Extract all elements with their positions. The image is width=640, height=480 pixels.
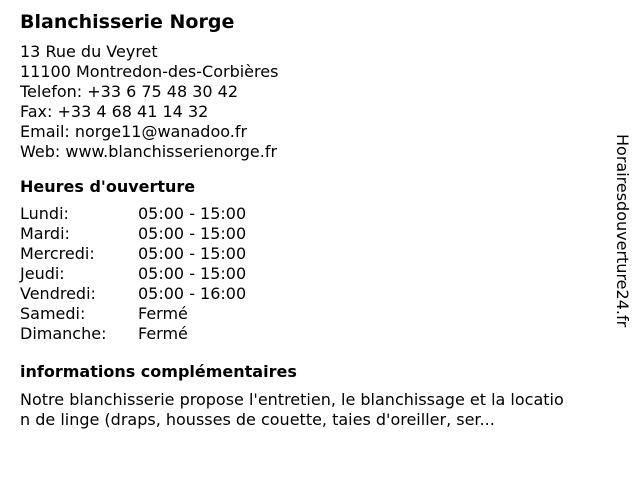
site-watermark: Horairesdouverture24.fr — [613, 134, 632, 328]
hours-time-value: Fermé — [138, 324, 188, 343]
hours-row-mardi — [20, 224, 605, 244]
hours-row-jeudi — [20, 264, 605, 284]
hours-time-value: 05:00 - 16:00 — [138, 284, 247, 303]
hours-day-label: Mardi: — [20, 224, 70, 243]
additional-info-text: Notre blanchisserie propose l'entretien, le blanchissage et la location de linge (draps, housses de couette, taies d'oreiller, ser... — [20, 390, 564, 429]
address-city: 11100 Montredon-des-Corbières — [20, 62, 279, 81]
hours-day-label: Lundi: — [20, 204, 69, 223]
hours-day-label: Vendredi: — [20, 284, 96, 303]
hours-time-value: Fermé — [138, 304, 188, 323]
hours-time-value: 05:00 - 15:00 — [138, 244, 247, 263]
hours-day-label: Samedi: — [20, 304, 86, 323]
phone-number: Telefon: +33 6 75 48 30 42 — [20, 82, 239, 101]
hours-row-mercredi — [20, 244, 605, 264]
additional-info-heading: informations complémentaires — [20, 362, 297, 381]
hours-time-value: 05:00 - 15:00 — [138, 264, 247, 283]
opening-hours-table — [20, 204, 605, 344]
hours-time-value: 05:00 - 15:00 — [138, 224, 247, 243]
fax-number: Fax: +33 4 68 41 14 32 — [20, 102, 209, 121]
business-card — [20, 10, 605, 430]
email-address: Email: norge11@wanadoo.fr — [20, 122, 248, 141]
business-name: Blanchisserie Norge — [20, 11, 235, 33]
hours-day-label: Mercredi: — [20, 244, 95, 263]
address-street: 13 Rue du Veyret — [20, 42, 158, 61]
hours-time-value: 05:00 - 15:00 — [138, 204, 247, 223]
hours-day-label: Dimanche: — [20, 324, 107, 343]
opening-hours-heading: Heures d'ouverture — [20, 177, 196, 196]
hours-row-dimanche — [20, 324, 605, 344]
hours-day-label: Jeudi: — [20, 264, 65, 283]
hours-row-vendredi — [20, 284, 605, 304]
website-address: Web: www.blanchisserienorge.fr — [20, 142, 278, 161]
hours-row-lundi — [20, 204, 605, 224]
hours-row-samedi — [20, 304, 605, 324]
